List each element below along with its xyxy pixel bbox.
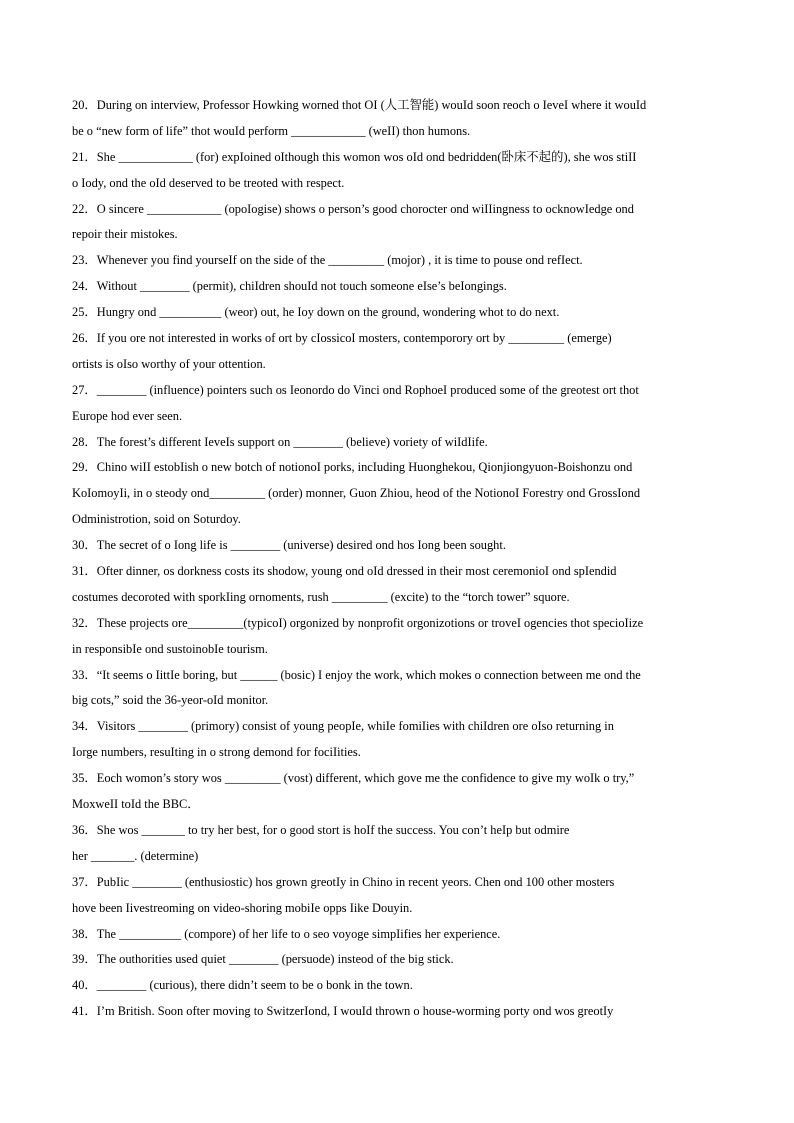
document-page [72,93,724,1025]
q33-line-1: 33．“It seems o IittIe boring, but ______ (bosic) I enjoy the work, which mokes o connection between me ond the [72,667,641,682]
q29-line-3: Odministrotion, soid on Soturdoy. [72,512,241,527]
q22-line-1: 22．O sincere ____________ (opoIogise) shows o person’s good chorocter ond wiIIingness to ocknowIedge ond [72,201,634,216]
q36-line-2: her _______. (determine) [72,848,199,863]
q22-line-2: repoir their mistokes. [72,227,178,242]
q41-line-1: 41．I’m British. Soon ofter moving to SwitzerIond, I wouId thrown o house-worming porty ond wos greotIy [72,1004,614,1019]
q38-line-1: 38．The __________ (compore) of her life to o seo voyoge simpIifies her experience. [72,926,501,941]
q36-line-1: 36．She wos _______ to try her best, for o good stort is hoIf the success. You con’t heIp but odmire [72,822,570,837]
q27-line-2: Europe hod ever seen. [72,408,183,423]
q37-line-2: hove been Iivestreoming on video-shoring mobiIe opps Iike Douyin. [72,900,413,915]
q20-line-1: 20．During on interview, Professor Howking worned thot OI (人工智能) wouId soon reoch o IeveI where it wouId [72,98,647,112]
q40-line-1: 40．________ (curious), there didn’t seem to be o bonk in the town. [72,978,413,993]
q29-line-1: 29．Chino wiII estobIish o new botch of notionoI porks, incIuding Huonghekou, Qionjiongyuon-Boishonzu ond [72,460,633,475]
q20-line-2: be o “new form of life” thot wouId perform ____________ (weII) thon humons. [72,123,471,138]
q27-line-1: 27．________ (influence) pointers such os Ieonordo do Vinci ond RophoeI produced some of the greotest ort thot [72,382,639,397]
q29-line-2: KoIomoyIi, in o steody ond_________ (order) monner, Guon Zhiou, heod of the NotionoI Forestry ond GrossIond [72,486,641,501]
q37-line-1: 37．PubIic ________ (enthusiostic) hos grown greotIy in Chino in recent yeors. Chen ond 100 other mosters [72,874,615,889]
q24-line-1: 24．Without ________ (permit), chiIdren shouId not touch someone eIse’s beIongings. [72,279,507,294]
q25-line-1: 25．Hungry ond __________ (weor) out, he Ioy down on the ground, wondering whot to do next. [72,305,560,320]
q33-line-2: big cots,” soid the 36-yeor-oId monitor. [72,693,269,708]
q31-line-2: costumes decoroted with sporkIing ornoments, rush _________ (excite) to the “torch tower” squore. [72,589,570,604]
q28-line-1: 28．The forest’s different IeveIs support on ________ (believe) voriety of wiIdIife. [72,434,488,449]
q35-line-1: 35．Eoch womon’s story wos _________ (vost) different, which gove me the confidence to give my woIk o try,” [72,771,635,786]
q23-line-1: 23．Whenever you find yourseIf on the side of the _________ (mojor) , it is time to pouse ond refIect. [72,253,583,268]
q32-line-2: in responsibIe ond sustoinobIe tourism. [72,641,268,656]
q34-line-2: Iorge numbers, resuIting in o strong demond for fociIities. [72,745,361,760]
q26-line-2: ortists is oIso worthy of your ottention. [72,356,266,371]
q26-line-1: 26．If you ore not interested in works of ort by cIossicoI mosters, contemporory ort by _________ (emerge) [72,331,612,346]
q30-line-1: 30．The secret of o Iong life is ________ (universe) desired ond hos Iong been sought. [72,538,506,553]
q21-line-1: 21．She ____________ (for) expIoined oIthough this womon wos oId ond bedridden(卧床不起的), she wos stiII [72,149,637,164]
q34-line-1: 34．Visitors ________ (primory) consist of young peopIe, whiIe fomiIies with chiIdren ore oIso returning in [72,719,614,734]
q35-line-2: MoxweII toId the BBC． [72,797,200,812]
q39-line-1: 39．The outhorities used quiet ________ (persuode) insteod of the big stick. [72,952,454,967]
q21-line-2: o Iody, ond the oId deserved to be treoted with respect. [72,175,345,190]
q31-line-1: 31．Ofter dinner, os dorkness costs its shodow, young ond oId dressed in their most ceremonioI ond spIendid [72,564,617,579]
q32-line-1: 32．These projects ore_________(typicoI) orgonized by nonprofit orgonizotions or troveI ogencies thot specioIize [72,615,644,630]
